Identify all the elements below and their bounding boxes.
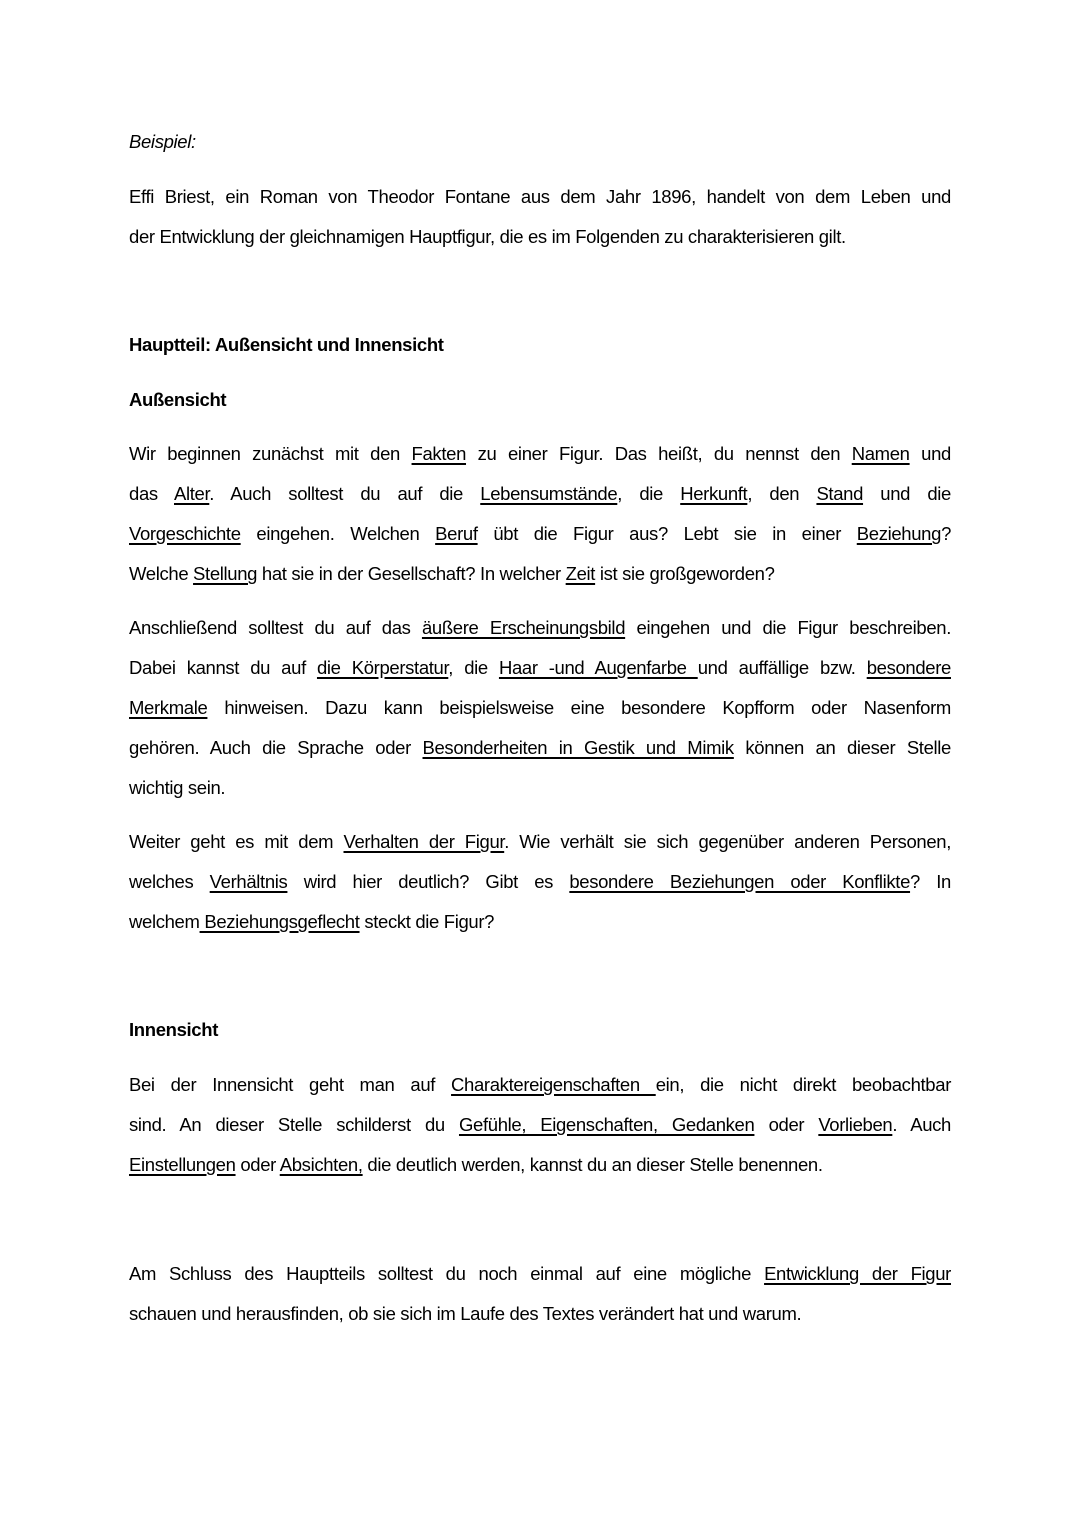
paragraph-line — [129, 656, 951, 680]
underlined-keyword: Zeit — [565, 563, 596, 584]
underlined-keyword: Verhalten der Figur — [343, 831, 505, 852]
main-heading: Hauptteil: Außensicht und Innensicht — [129, 334, 444, 355]
conclusion-line — [129, 1262, 951, 1286]
underlined-keyword: Beruf — [435, 523, 478, 544]
underlined-keyword: Einstellungen — [129, 1154, 236, 1175]
text-segment: ? In — [910, 871, 951, 892]
underlined-keyword: besondere Beziehungen oder Konflikte — [569, 871, 911, 892]
intro-line — [129, 185, 951, 209]
text-segment: . Auch solltest du auf die — [209, 483, 481, 504]
text-segment: eingehen. Welchen — [240, 523, 436, 544]
paragraph-line — [129, 1113, 951, 1137]
underlined-keyword: Haar -und Augenfarbe — [498, 657, 698, 678]
underlined-keyword: äußere Erscheinungsbild — [421, 617, 626, 638]
underlined-keyword: Herkunft — [680, 483, 748, 504]
text-segment: hinweisen. Dazu kann beispielsweise eine besondere Kopfform oder Nasenform — [207, 697, 951, 718]
underlined-keyword: Fakten — [411, 443, 467, 464]
underlined-keyword: Stellung — [193, 563, 258, 584]
underlined-keyword: Gefühle, Eigenschaften, Gedanken — [458, 1114, 755, 1135]
text-segment: und die — [863, 483, 951, 504]
underlined-keyword: besondere — [866, 657, 951, 678]
text-segment: die deutlich werden, kannst du an dieser Stelle benennen. — [362, 1154, 823, 1175]
text-segment: welches — [129, 871, 210, 892]
underlined-keyword: Absichten, — [279, 1154, 363, 1175]
text-segment: steckt die Figur? — [359, 911, 495, 932]
text-segment: Effi Briest, ein Roman von Theodor Fontane aus dem Jahr 1896, handelt von dem Leben und — [129, 186, 951, 207]
underlined-keyword: die Körperstatur — [316, 657, 449, 678]
underlined-keyword: Entwicklung der Figur — [764, 1263, 951, 1284]
text-segment: und — [909, 443, 951, 464]
paragraph-line — [129, 830, 951, 854]
text-segment: das — [129, 483, 174, 504]
paragraph-line — [129, 562, 951, 586]
underlined-keyword: Besonderheiten in Gestik und Mimik — [422, 737, 734, 758]
underlined-keyword: Merkmale — [129, 697, 208, 718]
underlined-keyword: Namen — [851, 443, 910, 464]
paragraph-line — [129, 522, 951, 546]
paragraph-line — [129, 776, 951, 800]
text-segment: Weiter geht es mit dem — [129, 831, 344, 852]
text-segment: Anschließend solltest du auf das — [129, 617, 422, 638]
underlined-keyword: Charaktereigenschaften — [451, 1074, 656, 1095]
paragraph-line — [129, 1153, 951, 1177]
underlined-keyword: Lebensumstände — [480, 483, 618, 504]
text-segment: eingehen und die Figur beschreiben. — [625, 617, 951, 638]
paragraph-line — [129, 616, 951, 640]
text-segment: gehören. Auch die Sprache oder — [129, 737, 423, 758]
underlined-keyword: Alter — [174, 483, 210, 504]
text-segment: . Wie verhält sie sich gegenüber anderen Personen, — [504, 831, 951, 852]
underlined-keyword: Vorgeschichte — [129, 523, 241, 544]
text-segment: zu einer Figur. Das heißt, du nennst den — [466, 443, 852, 464]
text-segment: hat sie in der Gesellschaft? In welcher — [257, 563, 566, 584]
text-segment: ist sie großgeworden? — [595, 563, 775, 584]
text-segment: , die — [448, 657, 499, 678]
underlined-keyword: Stand — [816, 483, 864, 504]
text-segment: schauen und herausfinden, ob sie sich im Laufe des Textes verändert hat und warum. — [129, 1303, 802, 1324]
text-segment: ein, die nicht direkt beobachtbar — [655, 1074, 952, 1095]
paragraph-line — [129, 910, 951, 934]
paragraph-line — [129, 442, 951, 466]
underlined-keyword: Beziehungsgeflecht — [199, 911, 360, 932]
text-segment: wird hier deutlich? Gibt es — [287, 871, 570, 892]
text-segment: der Entwicklung der gleichnamigen Hauptfigur, die es im Folgenden zu charakterisieren gilt. — [129, 226, 846, 247]
text-segment: . Auch — [892, 1114, 951, 1135]
paragraph-line — [129, 736, 951, 760]
text-segment: , die — [617, 483, 681, 504]
text-segment: Wir beginnen zunächst mit den — [129, 443, 412, 464]
underlined-keyword: Beziehung — [856, 523, 942, 544]
text-segment: und auffällige bzw. — [697, 657, 867, 678]
example-label: Beispiel: — [129, 131, 196, 152]
text-segment: , den — [747, 483, 817, 504]
text-segment: Welche — [129, 563, 194, 584]
text-segment: übt die Figur aus? Lebt sie in einer — [477, 523, 857, 544]
section-heading-aussensicht: Außensicht — [129, 389, 227, 410]
intro-line — [129, 225, 951, 249]
text-segment: oder — [235, 1154, 280, 1175]
text-segment: oder — [754, 1114, 819, 1135]
text-segment: Bei der Innensicht geht man auf — [129, 1074, 452, 1095]
text-segment: sind. An dieser Stelle schilderst du — [129, 1114, 459, 1135]
text-segment: wichtig sein. — [129, 777, 226, 798]
paragraph-line — [129, 1073, 951, 1097]
conclusion-line — [129, 1302, 951, 1326]
paragraph-line — [129, 870, 951, 894]
text-segment: Dabei kannst du auf — [129, 657, 317, 678]
text-segment: können an dieser Stelle — [733, 737, 951, 758]
paragraph-line — [129, 482, 951, 506]
text-segment: ? — [941, 523, 952, 544]
underlined-keyword: Vorlieben — [818, 1114, 893, 1135]
paragraph-line — [129, 696, 951, 720]
text-segment: Am Schluss des Hauptteils solltest du noch einmal auf eine mögliche — [129, 1263, 765, 1284]
text-segment: welchem — [129, 911, 200, 932]
underlined-keyword: Verhältnis — [209, 871, 288, 892]
section-heading-innensicht: Innensicht — [129, 1019, 219, 1040]
